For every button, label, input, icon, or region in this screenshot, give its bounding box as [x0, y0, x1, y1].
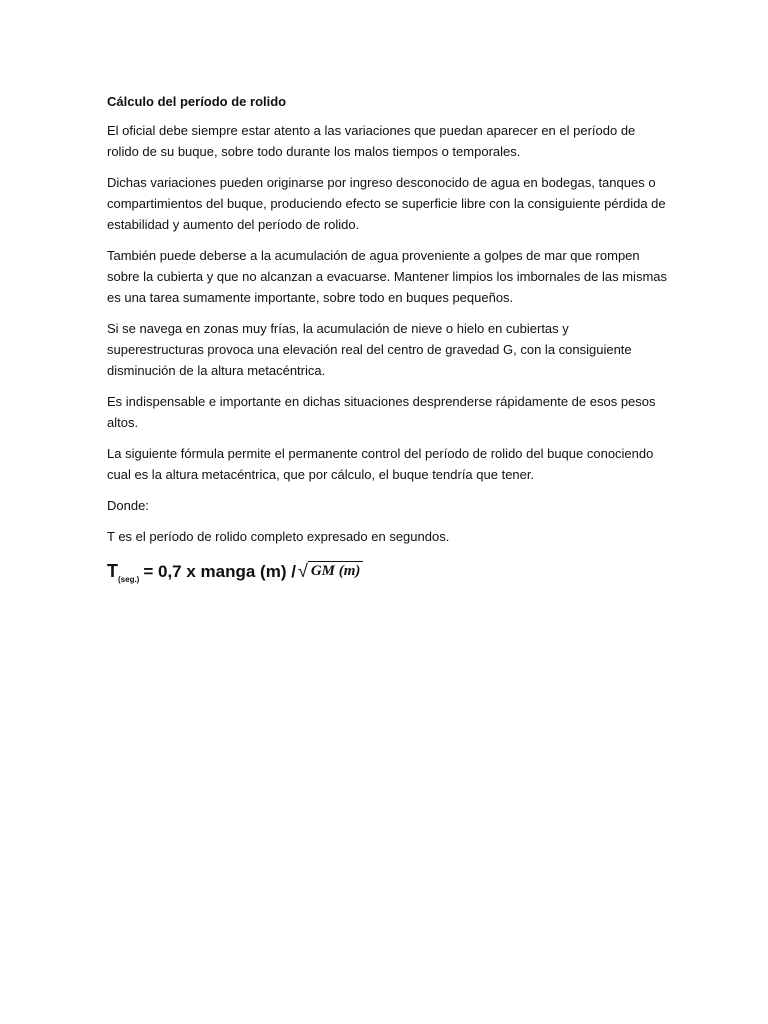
paragraph-4: Si se navega en zonas muy frías, la acumulación de nieve o hielo en cubiertas y superestructuras provoca una elevación real del centro de gravedad G, con la consiguiente disminución de la altura metacéntrica.	[107, 321, 632, 378]
paragraph-1: El oficial debe siempre estar atento a las variaciones que puedan aparecer en el período de rolido de su buque, sobre todo durante los malos tiempos o temporales.	[107, 123, 636, 159]
formula-symbol: T	[107, 561, 118, 581]
paragraph-donde: Donde:	[107, 498, 149, 513]
paragraph-5: Es indispensable e importante en dichas situaciones desprenderse rápidamente de esos pesos altos.	[107, 394, 656, 430]
document-page	[107, 92, 667, 595]
paragraph-2: Dichas variaciones pueden originarse por ingreso desconocido de agua en bodegas, tanques o compartimientos del buque, produciendo efecto se superficie libre con la consiguiente pérdida de estabilidad y aumento del período de rolido.	[107, 175, 666, 232]
square-root-icon: √	[297, 561, 308, 581]
formula-square-root	[298, 561, 363, 580]
formula-subscript: (seg.)	[118, 575, 140, 584]
paragraph-6: La siguiente fórmula permite el permanente control del período de rolido del buque conociendo cual es la altura metacéntrica, que por cálculo, el buque tendría que tener.	[107, 446, 654, 482]
formula-radicand: GM (m)	[308, 561, 364, 580]
paragraph-definition-t: T es el período de rolido completo expresado en segundos.	[107, 529, 450, 544]
paragraph-3: También puede deberse a la acumulación de agua proveniente a golpes de mar que rompen sobre la cubierta y que no alcanzan a evacuarse. Mantener limpios los imbornales de las mismas es una tarea sumamente importante, sobre todo en buques pequeños.	[107, 248, 668, 305]
document-title: Cálculo del período de rolido	[107, 94, 287, 109]
formula-expression: = 0,7 x manga (m) /	[143, 562, 296, 581]
roll-period-formula	[107, 561, 667, 595]
